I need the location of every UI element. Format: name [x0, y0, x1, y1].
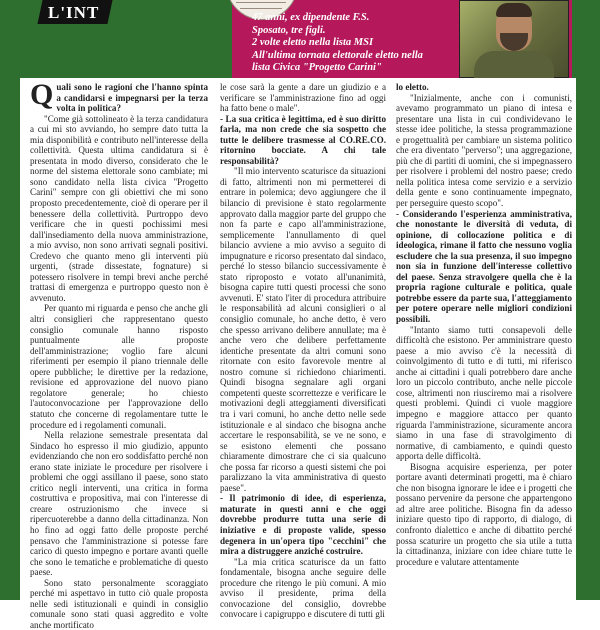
- answer-paragraph: "Inizialmente, anche con i comunisti, avevamo programmato un piano di intesa e presentare una lista in cui condividevano le stesse idee politiche, la stessa programmazione e progettualità per cambiare un sistema politico che era diventato "perverso"; una aggregazione, più che di partiti di uomini, che si impegnassero per risolvere i problemi del nostro paese; credo nella politica intesa come servizio e a servizio della gente e sono continuamente impegnato, per perseguire questo scopo".: [396, 92, 572, 209]
- answer-paragraph: Sono stato personalmente scoraggiato perché mi aspettavo in tutto ciò quale proposta nelle sedi istituzionali e quindi in consiglio comunale sono stati quasi aggredito e volte anche mortificato: [30, 577, 208, 630]
- bio-text: [252, 12, 467, 75]
- article-column-1: [30, 78, 208, 630]
- article-column-3: [396, 82, 572, 600]
- answer-paragraph: Nella relazione semestrale presentata dal Sindaco ho espresso il mio giudizio, appunto evidenziando che non ero soddisfatto perché non erano state iniziate le procedure per risolvere i problemi che oggi assillano il paese, sono stato critico negli interventi, una critica in forma costruttiva e propositiva, mai con l'interesse di creare ostruzionismo che invece si ripercuoterebbe a danno della cittadinanza. Non ho fino ad oggi fatto delle proposte perché pensavo che l'amministrazione si potesse fare carico di questo impegno e portare avanti quelle che sono le tematiche e problematiche di questo paese.: [30, 430, 208, 578]
- question-paragraph: lo eletto.: [396, 82, 429, 92]
- bio-line: 47 anni, ex dipendente F.S.: [252, 12, 370, 23]
- answer-paragraph: Per quanto mi riguarda e penso che anche gli altri consiglieri che rappresentano questo consiglio comunale hanno risposto puntualmente alle proposte dell'amministrazione; voglio fare alcuni riferimenti per esempio il piano triennale delle opere pubbliche; le direttive per la redazione, revisione ed approvazione del nuovo piano regolatore generale; ho chiesto l'autoconvocazione per l'approvazione dello statuto che concerne di regolamentare tutte le procedure ed i regolamenti comunali.: [30, 303, 208, 430]
- question-paragraph: Quali sono le ragioni che l'hanno spinta a candidarsi e impegnarsi per la terza volta in politica?: [30, 78, 208, 114]
- emblem-line: [240, 8, 282, 9]
- answer-paragraph: "Il mio intervento scaturisce da situazioni di fatto, altrimenti non mi permetterei di entrare in polemica; devo aggiungere che il bilancio di previsione è stato regolarmente approvato dalla maggior parte del gruppo che non fa parte e capo all'amministrazione, semplicemente l'annullamento di quel bilancio avviene a mio avviso a seguito di impugnature e ricorso presentato dal sindaco, perché lo stesso bilancio successivamente è stato riproposto e votato all'unanimità, bisogna capire tutti questi processi che sono avvenuti. E' stato l'iter di procedura attribuire le responsabilità ad alcuni consiglieri o al consiglio comunale, ho anche detto, è vero che spesso arrivano delibere annullate; ma è anche vero che delibere perfettamente identiche presentate da altri comuni sono ritornate con esito favorevole mentre al nostro comune si richiedono chiarimenti. Quindi bisogna segnalare agli organi competenti queste scorrettezze e verificare le motivazioni degli atteggiamenti diversificati tra i vari comuni, ho anche detto nelle sede istituzionale e al sindaco che bisogna anche accertare le responsabilità, se ve ne sono, e se esistono elementi che possano chiaramente dimostrare che ci sia qualcuno che possa far ricorso a questi sistemi che poi paralizzano la vita amministrativa di questo paese".: [220, 166, 386, 493]
- bio-line: All'ultima tornata elettorale eletto nella: [252, 49, 423, 61]
- bio-line: lista Civica "Progetto Carini": [252, 62, 382, 73]
- drop-cap: Q: [30, 78, 54, 111]
- article-column-2: [220, 82, 386, 620]
- bio-line: Sposato, tre figli.: [252, 24, 326, 36]
- question-paragraph: - Considerando l'esperienza amministrativa, che nonostante le diversità di veduta, di opinione, di collocazione politica e di ideologica, rimane il fatto che nessuno voglia escludere che la sua presenza, il suo impegno non sia in funzione dell'interesse collettivo del paese. Senza stravolgere quella che è la propria ragione culturale e politica, quale potrebbe essere da parte sua, l'atteggiamento per potere operare nelle migliori condizioni possibili.: [396, 208, 572, 325]
- answer-paragraph: "La mia critica scaturisce da un fatto fondamentale, bisogna anche seguire delle procedure che ritengo le più comuni. A mio avviso il presidente, prima della convocazione del consiglio, dovrebbe convocare i capigruppo e discutere di tutti gli: [220, 556, 386, 620]
- question-paragraph: - La sua critica è legittima, ed è suo diritto farla, ma non crede che sia sospetto che tutte le delibere trasmesse al CO.RE.CO. ritornino bocciate. A chi tale responsabilità?: [220, 113, 386, 166]
- answer-paragraph: "Come già sottolineato è la terza candidatura a cui mi sto avviando, ho sempre dato tutta la mia disponibilità e contributo nell'interesse della collettività. Questa ultima candidatura si è presentata in modo diverso, considerato che le norme del sistema elettorale sono cambiate; mi sono candidato nella lista civica "Progetto Carini" sempre con gli obiettivi che mi sono proposto precedentemente, cioè di operare per il benessere della collettività. Purtroppo devo verificare che in questi pochissimi mesi dall'insediamento della nuova amministrazione, a mio avviso, non sono arrivati segnali positivi. Credevo che quanto meno gli interventi più urgenti, (strade dissestate, fognature) si potessero risolvere in tempi brevi anche perché trattasi di emergenza e purtroppo questo non è avvenuto.: [30, 113, 208, 303]
- portrait-photo: [459, 0, 569, 78]
- question-paragraph: - Il patrimonio di idee, di esperienza, maturate in questi anni e che oggi dovrebbe produrre tutta una serie di iniziative e di proposte valide, spesso degenera in un'opera tipo "cecchini" che mira a distruggere anziché costruire.: [220, 493, 386, 557]
- answer-paragraph: "Intanto siamo tutti consapevoli delle difficoltà che esistono. Per amministrare questo paese a mio avviso c'è la necessità di coinvolgimento di tutto e di tutti, mi riferisco anche ai cittadini i quali potrebbero dare anche loro un piccolo contributo, anche nelle piccole cose, altrimenti non riusciremo mai a risolvere questi problemi. Quindi ci vuole maggiore impegno e maggiore attacco per quanto riguarda l'amministrazione, sicuramente ancora siamo in una fase di stravolgimento di normative, di cambiamento, e quindi questo apporta delle difficoltà.: [396, 324, 572, 462]
- right-border: [576, 78, 600, 600]
- left-border: [0, 78, 20, 600]
- answer-paragraph: Bisogna acquisire esperienza, per poter portare avanti determinati progetti, ma è chiaro che non bisogna ignorare le idee e i progetti che possano pervenire da persone che appartengono ad altre aree politiche. Bisogna fin da adesso iniziare questo tipo di rapporto, di dialogo, di confronto dialettico e anche di dibattito perché possa scaturire un progetto che sia utile a tutta la cittadinanza, iniziare con idee chiare tutte le procedure e valutare attentamente: [396, 461, 572, 567]
- bio-line: 2 volte eletto nella lista MSI: [252, 37, 374, 48]
- answer-paragraph: le cose sarà la gente a dare un giudizio e a verificare se l'amministrazione fino ad oggi ha fatto bene o male".: [220, 82, 386, 114]
- section-tag: L'INT: [48, 3, 100, 22]
- emblem-line: [236, 2, 286, 3]
